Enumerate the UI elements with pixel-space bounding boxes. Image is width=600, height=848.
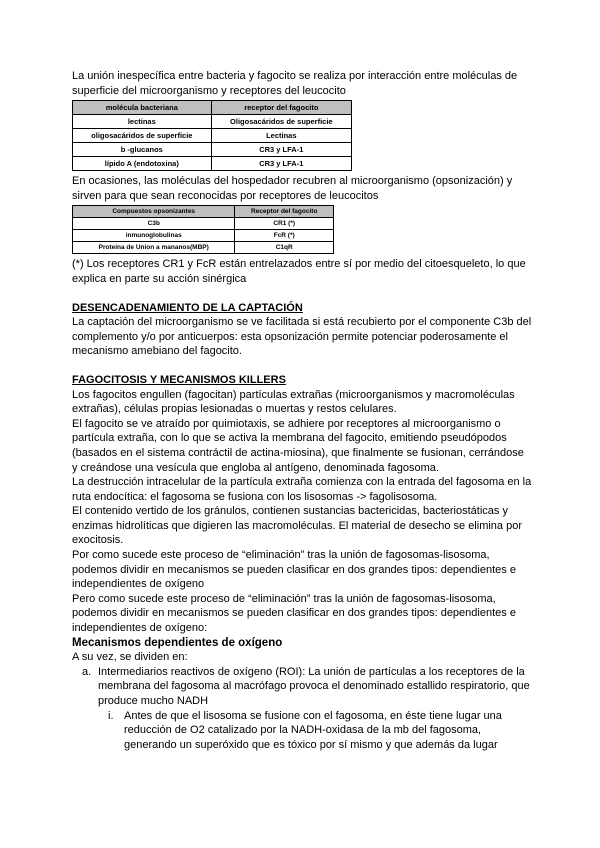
table-cell: lípido A (endotoxina): [73, 157, 212, 171]
table-row: [73, 115, 352, 129]
table-cell: C3b: [73, 218, 235, 230]
table-cell: oligosacáridos de superficie: [73, 129, 212, 143]
table-cell: Lectinas: [211, 129, 351, 143]
table-header-cell: receptor del fagocito: [211, 101, 351, 115]
table-cell: FcR (*): [235, 230, 334, 242]
section-paragraph: La destrucción intracelular de la partícula extraña comienza con la entrada del fagosoma en la ruta endocítica: el fagosoma se fusiona con los lisosomas -> fagolisosoma.: [72, 476, 532, 503]
opsonizing-compounds-table: [72, 205, 334, 254]
footnote-paragraph: (*) Los receptores CR1 y FcR están entrelazados entre sí por medio del citoesqueleto, lo que explica en parte su acción sinérgica: [72, 258, 526, 285]
table-cell: Proteína de Union a mananos(MBP): [73, 242, 235, 254]
section-paragraph: El contenido vertido de los gránulos, contienen sustancias bactericidas, bacteriostáticas y enzimas hidrolíticas que digieren las macromoléculas. El material de desecho se elimina por exocitosis.: [72, 505, 522, 547]
list-marker: a.: [82, 665, 92, 678]
table-header-row: [73, 101, 352, 115]
table-row: [73, 230, 334, 242]
list-item-text: Intermediarios reactivos de oxígeno (ROI): La unión de partículas a los receptores de la membrana del fagosoma al macrófago provoca el denominado estallido respiratorio, que produce mucho NADH: [98, 665, 530, 707]
bacterial-molecules-table: [72, 100, 352, 171]
table-cell: CR3 y LFA-1: [211, 157, 351, 171]
document-page: [72, 69, 532, 752]
list-item-text: Antes de que el lisosoma se fusione con el fagosoma, en éste tiene lugar una reducción de O2 catalizado por la NADH-oxidasa de la mb del fagosoma, generando un superóxido que es tóxico por sí mismo y que además da lugar: [124, 709, 502, 751]
section-paragraph: Los fagocitos engullen (fagocitan) partículas extrañas (microorganismos y macromoléculas extrañas), células propias lesionadas o muertas y restos celulares.: [72, 388, 515, 416]
section-paragraph: La captación del microorganismo se ve facilitada si está recubierto por el componente C3b del complemento y/o por anticuerpos: esta opsonización permite potenciar poderosamente el mecanismo amebiano del fagocito.: [72, 316, 532, 358]
section-paragraph: Pero como sucede este proceso de “eliminación” tras la unión de fagosomas-lisosoma, podemos dividir en mecanismos se pueden clasificar en dos grandes tipos: dependientes e independientes de oxígeno:: [72, 592, 516, 635]
table-header-cell: Compuestos opsonizantes: [73, 206, 235, 218]
list-item: [72, 665, 532, 709]
table-cell: C1qR: [235, 242, 334, 254]
table-header-cell: molécula bacteriana: [73, 101, 212, 115]
section-paragraph: El fagocito se ve atraído por quimiotaxis, se adhiere por receptores al microorganismo o partícula extraña, con lo que se activa la membrana del fagocito, emitiendo pseudópodos (basados en el sistema contráctil de actina-miosina), que finalmente se fusionan, cerrándose y creándose una vesícula que engloba al antígeno, denominada fagosoma.: [72, 417, 524, 474]
section-paragraph: A su vez, se dividen en:: [72, 651, 188, 664]
table-cell: Oligosacáridos de superficie: [211, 115, 351, 129]
table-cell: CR1 (*): [235, 218, 334, 230]
intro-paragraph: La unión inespecífica entre bacteria y fagocito se realiza por interacción entre moléculas de superficie del microorganismo y receptores del leucocito: [72, 70, 518, 97]
section-heading: FAGOCITOSIS Y MECANISMOS KILLERS: [72, 373, 286, 386]
section-heading: DESENCADENAMIENTO DE LA CAPTACIÓN: [72, 301, 303, 314]
subsection-heading: Mecanismos dependientes de oxígeno: [72, 636, 283, 649]
table-cell: inmunoglobulinas: [73, 230, 235, 242]
table-row: [73, 157, 352, 171]
table-row: [73, 143, 352, 157]
list-item: [72, 709, 532, 753]
table-cell: CR3 y LFA-1: [211, 143, 351, 157]
table-row: [73, 129, 352, 143]
table-header-row: [73, 206, 334, 218]
table-row: [73, 218, 334, 230]
table-header-cell: Receptor del fagocito: [235, 206, 334, 218]
table-cell: lectinas: [73, 115, 212, 129]
table-cell: b -glucanos: [73, 143, 212, 157]
table-row: [73, 242, 334, 254]
opsonization-paragraph: En ocasiones, las moléculas del hospedador recubren al microorganismo (opsonización) y sirven para que sean reconocidas por receptores de leucocitos: [72, 175, 513, 202]
section-paragraph: Por como sucede este proceso de “eliminación” tras la unión de fagosomas-lisosoma, podemos dividir en mecanismos se pueden clasificar en dos grandes tipos: dependientes e independientes de oxígeno: [72, 549, 516, 591]
list-marker: i.: [108, 709, 114, 722]
